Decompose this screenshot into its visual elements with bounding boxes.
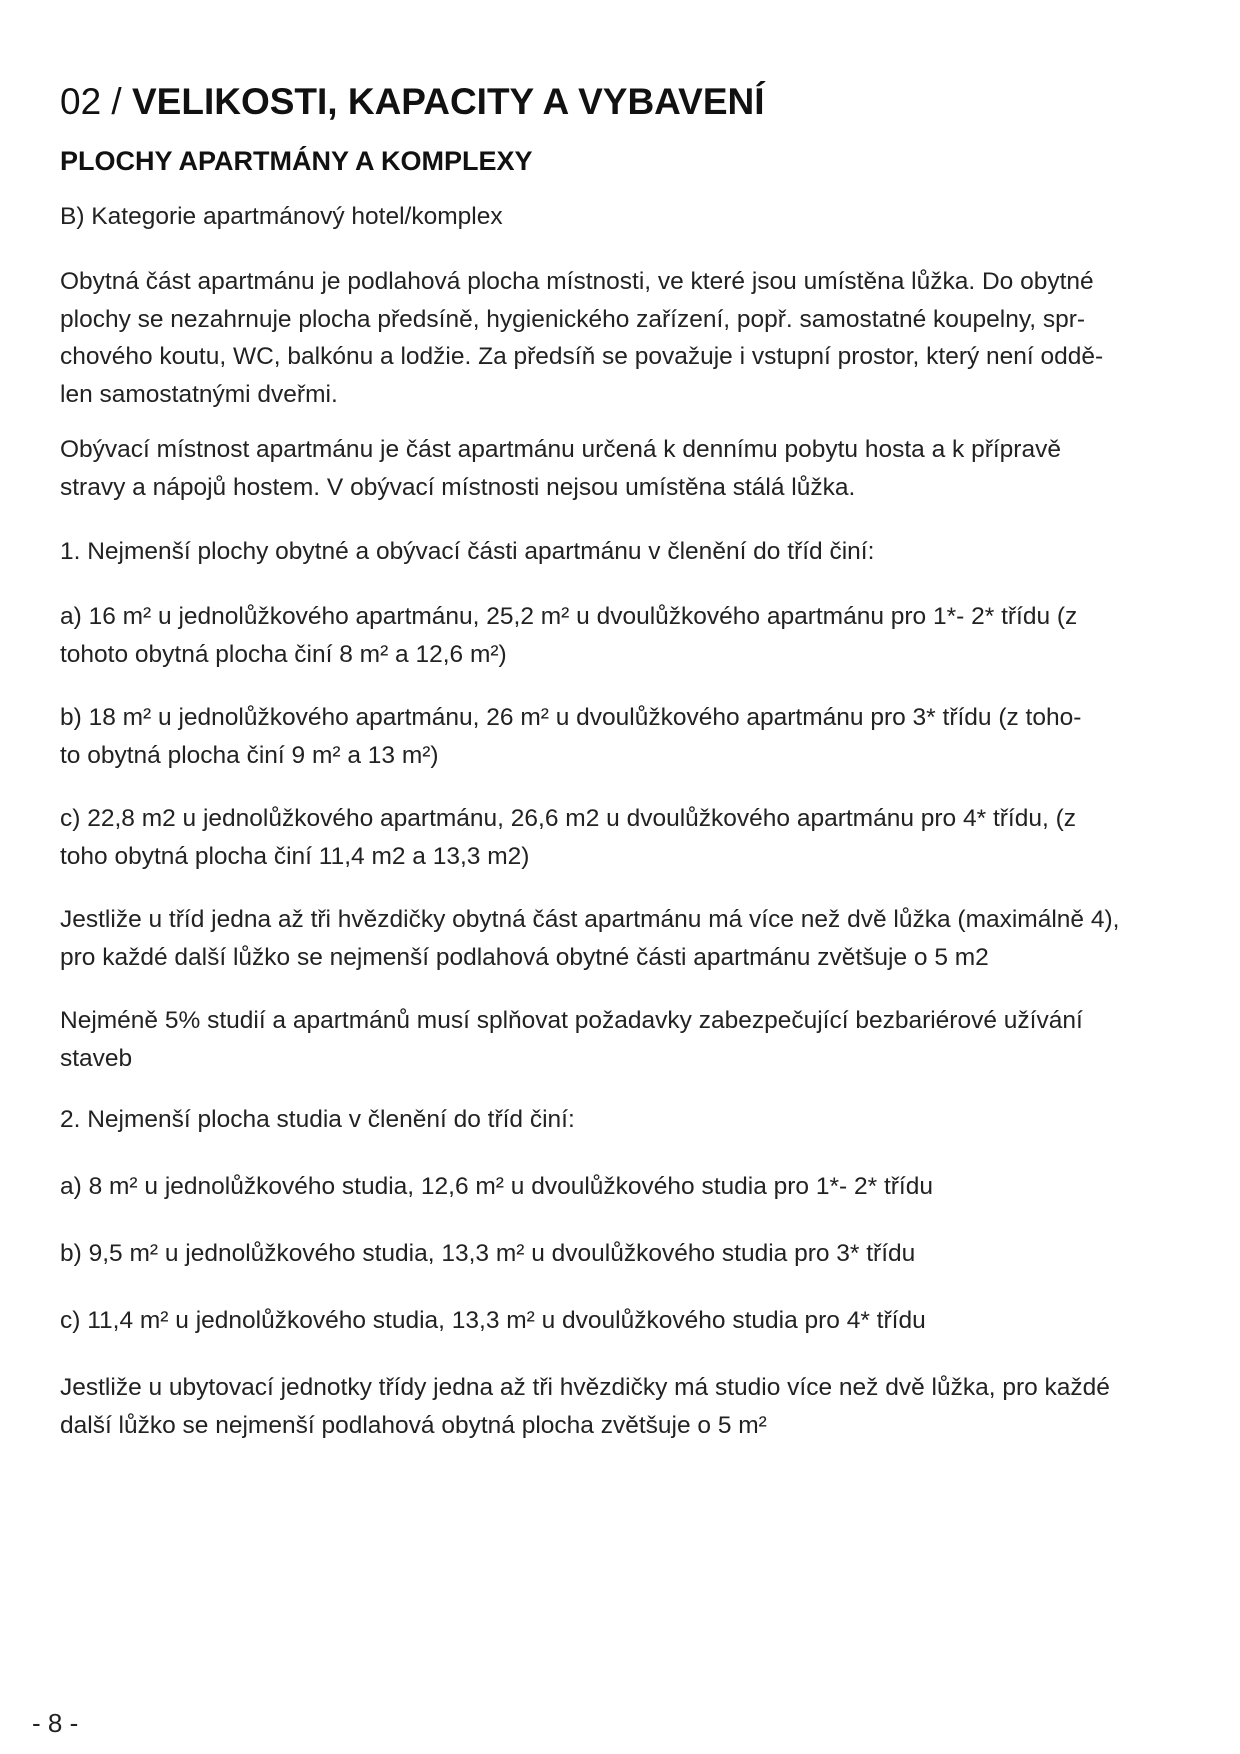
text-line: B) Kategorie apartmánový hotel/komplex xyxy=(60,203,503,230)
text-line: to obytná plocha činí 9 m² a 13 m²) xyxy=(60,741,439,769)
list-item-apartment-c xyxy=(60,800,1190,875)
paragraph-obyvaci-mistnost xyxy=(60,431,1190,506)
paragraph-accessibility xyxy=(60,1002,1190,1077)
list-item-studio-b xyxy=(60,1235,1190,1273)
text-line: Obytná část apartmánu je podlahová plocha místnosti, ve které jsou umístěna lůžka. Do obytné xyxy=(60,268,1094,295)
page-number: - 8 - xyxy=(32,1708,79,1738)
text-line: staveb xyxy=(60,1044,133,1072)
text-line: toho obytná plocha činí 11,4 m2 a 13,3 m2) xyxy=(60,842,530,870)
list-heading-studios xyxy=(60,1101,1190,1139)
section-heading xyxy=(60,78,765,126)
text-line: b) 9,5 m² u jednolůžkového studia, 13,3 m² u dvoulůžkového studia pro 3* třídu xyxy=(60,1240,916,1267)
text-line: c) 11,4 m² u jednolůžkového studia, 13,3 m² u dvoulůžkového studia pro 4* třídu xyxy=(60,1307,926,1334)
text-line: Obývací místnost apartmánu je část apartmánu určená k dennímu pobytu hosta a k přípravě xyxy=(60,436,1061,463)
text-line: Jestliže u tříd jedna až tři hvězdičky obytná část apartmánu má více než dvě lůžka (maximálně 4), xyxy=(60,906,1120,933)
text-line: a) 16 m² u jednolůžkového apartmánu, 25,2 m² u dvoulůžkového apartmánu pro 1*- 2* třídu (z xyxy=(60,603,1078,630)
text-line: tohoto obytná plocha činí 8 m² a 12,6 m²) xyxy=(60,640,507,668)
text-line: další lůžko se nejmenší podlahová obytná plocha zvětšuje o 5 m² xyxy=(60,1411,767,1439)
text-line: b) 18 m² u jednolůžkového apartmánu, 26 m² u dvoulůžkového apartmánu pro 3* třídu (z toho- xyxy=(60,704,1082,731)
text-line: 1. Nejmenší plochy obytné a obývací části apartmánu v členění do tříd činí: xyxy=(60,538,875,565)
text-line: pro každé další lůžko se nejmenší podlahová obytné části apartmánu zvětšuje o 5 m2 xyxy=(60,943,989,971)
text-line: plochy se nezahrnuje plocha předsíně, hygienického zařízení, popř. samostatné koupelny, spr- xyxy=(60,305,1086,333)
text-line: a) 8 m² u jednolůžkového studia, 12,6 m² u dvoulůžkového studia pro 1*- 2* třídu xyxy=(60,1173,933,1200)
text-line: Nejméně 5% studií a apartmánů musí splňovat požadavky zabezpečující bezbariérové užívání xyxy=(60,1007,1083,1034)
list-item-apartment-b xyxy=(60,699,1190,774)
text-line: 2. Nejmenší plocha studia v členění do tříd činí: xyxy=(60,1106,575,1133)
paragraph-extra-beds-studio xyxy=(60,1369,1190,1444)
paragraph-obytna-cast xyxy=(60,263,1190,413)
subsection-title: PLOCHY APARTMÁNY A KOMPLEXY xyxy=(60,146,533,176)
list-item-studio-c xyxy=(60,1302,1190,1340)
text-line: c) 22,8 m2 u jednolůžkového apartmánu, 26,6 m2 u dvoulůžkového apartmánu pro 4* třídu, (z xyxy=(60,805,1076,832)
list-heading-apartments xyxy=(60,533,1190,571)
paragraph-extra-beds-apartment xyxy=(60,901,1190,976)
section-number: 02 / xyxy=(60,81,122,122)
list-item-apartment-a xyxy=(60,598,1190,673)
text-line: len samostatnými dveřmi. xyxy=(60,380,338,408)
text-line: chového koutu, WC, balkónu a lodžie. Za předsíň se považuje i vstupní prostor, který není oddě- xyxy=(60,343,1104,370)
text-line: Jestliže u ubytovací jednotky třídy jedna až tři hvězdičky má studio více než dvě lůžka, pro každé xyxy=(60,1374,1110,1401)
section-title: VELIKOSTI, KAPACITY A VYBAVENÍ xyxy=(132,81,765,122)
category-label xyxy=(60,198,1190,236)
text-line: stravy a nápojů hostem. V obývací místnosti nejsou umístěna stálá lůžka. xyxy=(60,473,856,501)
list-item-studio-a xyxy=(60,1168,1190,1206)
